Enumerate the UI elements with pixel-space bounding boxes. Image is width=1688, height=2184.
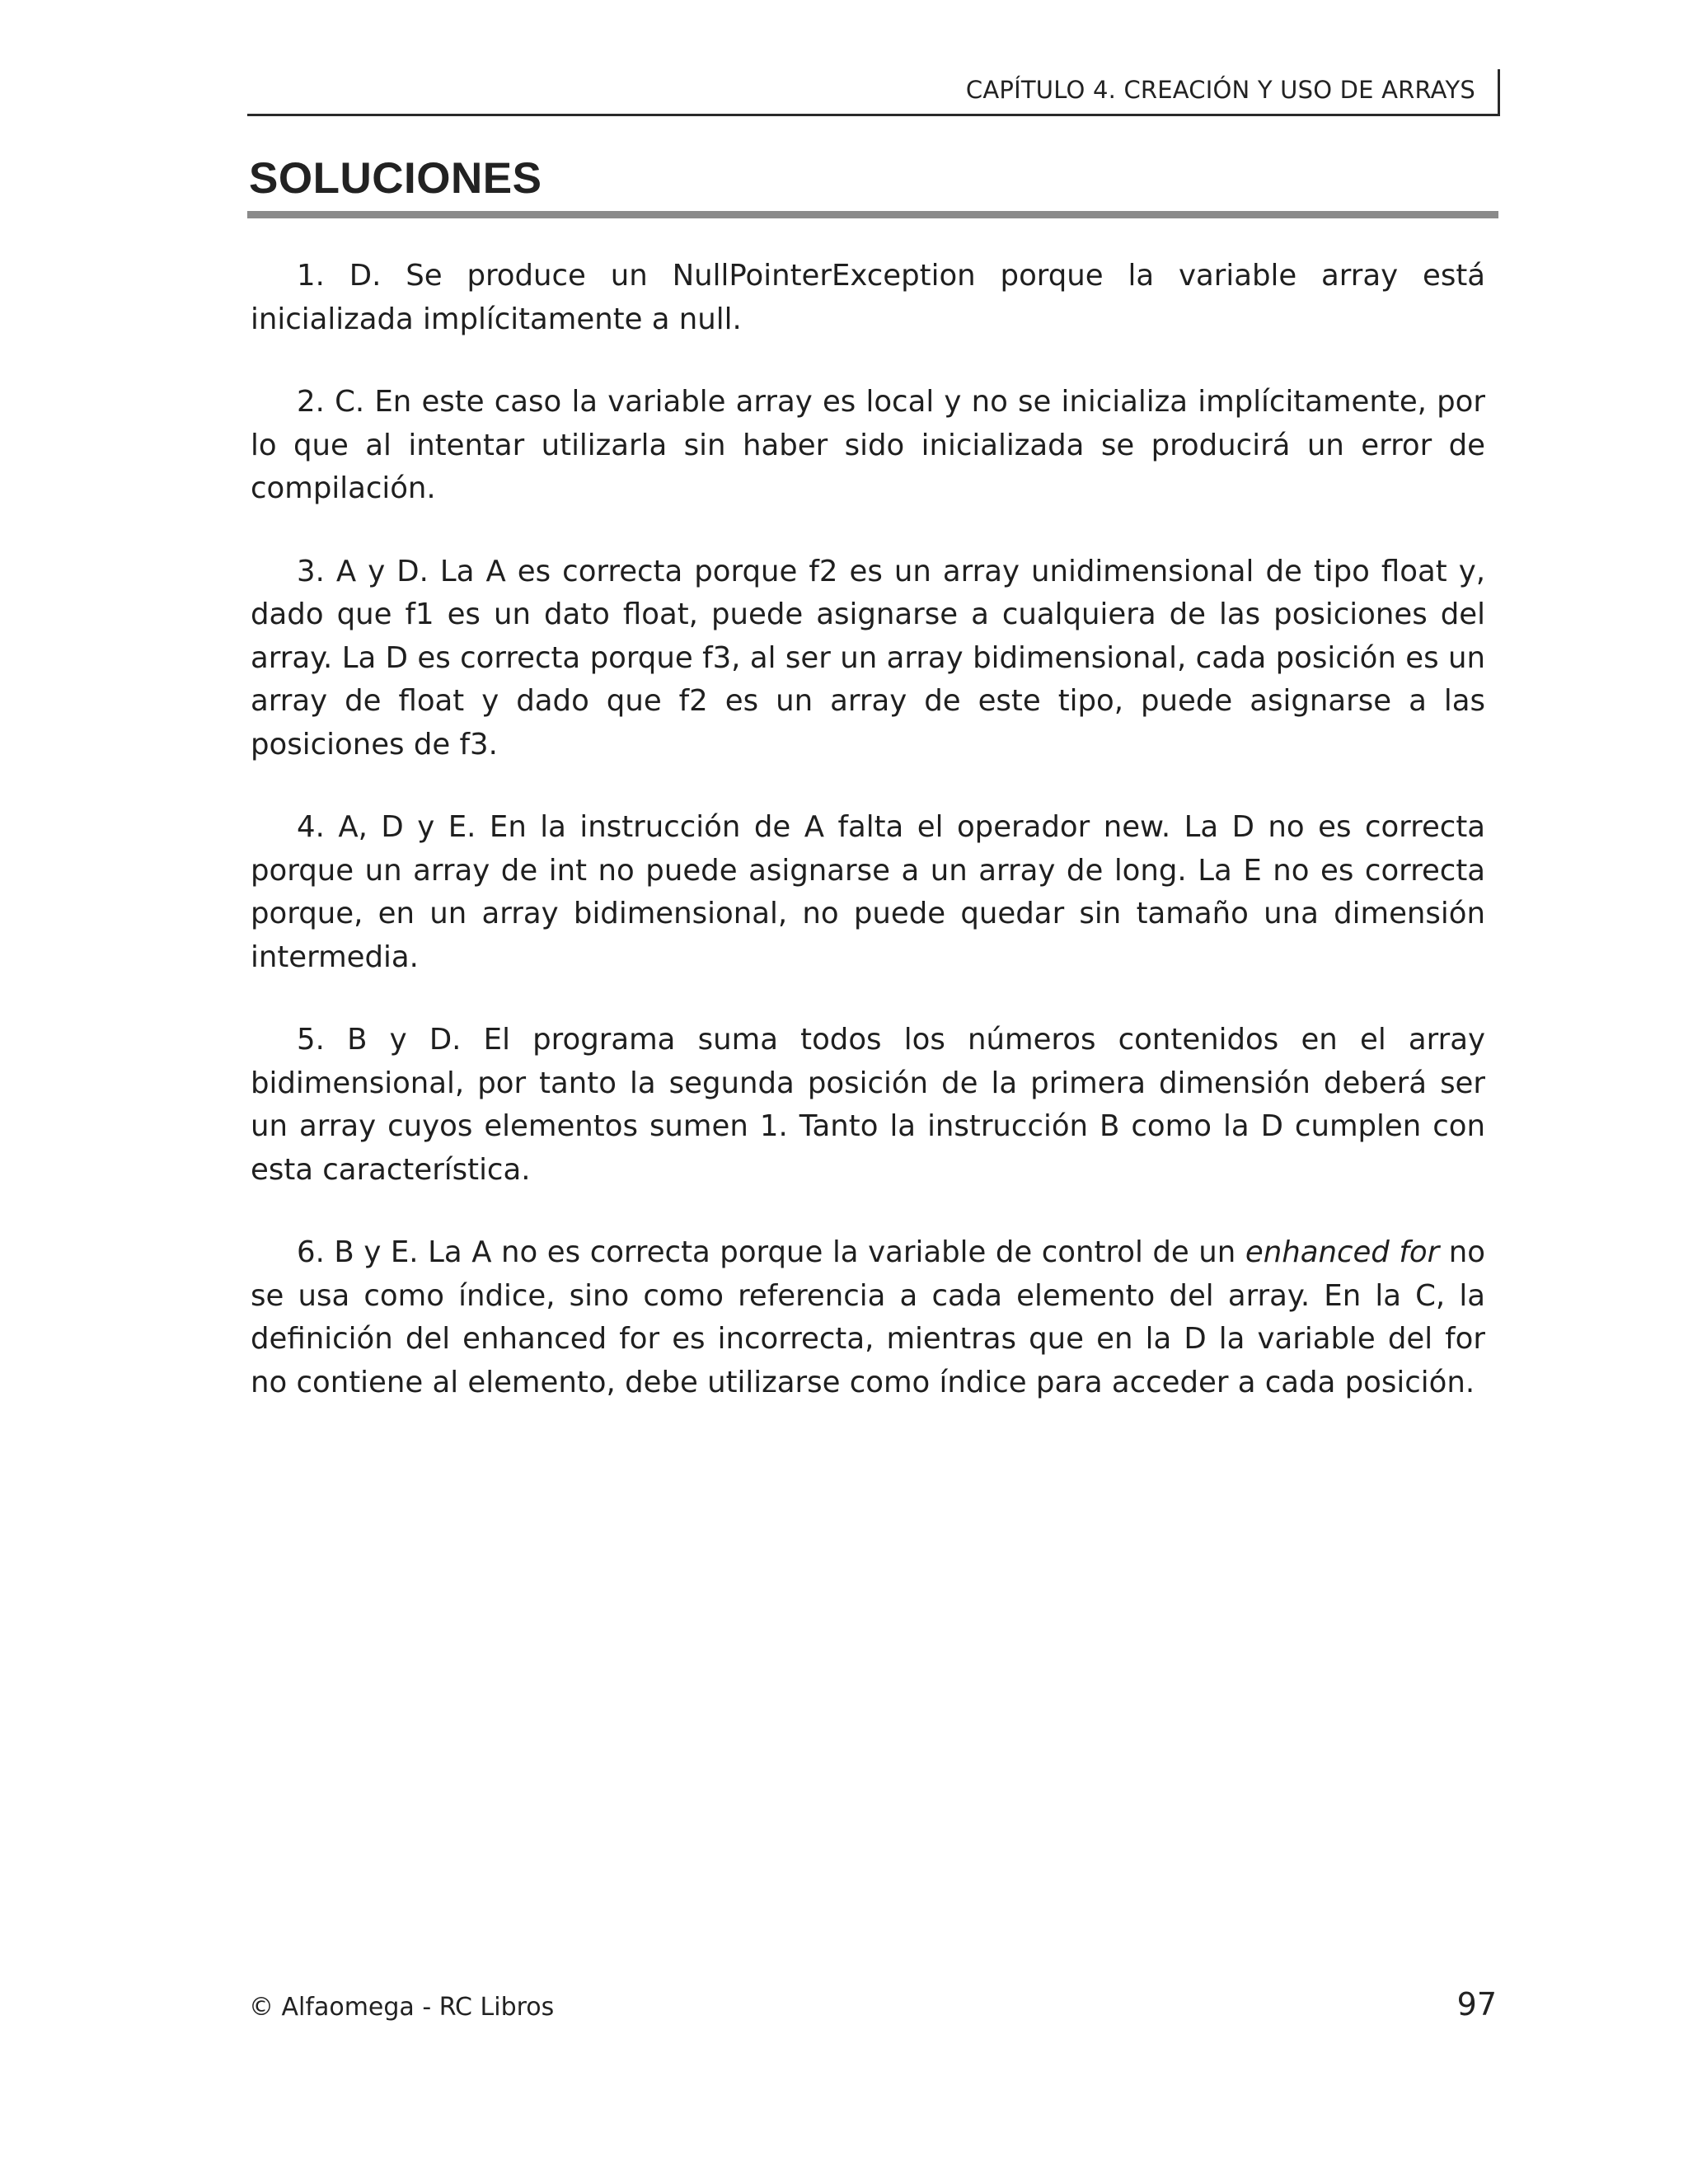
- answer-6-emphasis: enhanced for: [1245, 1235, 1440, 1269]
- section-title-rule: [247, 211, 1498, 218]
- answer-5: 5. B y D. El programa suma todos los números contenidos en el array bidimensional, por tanto la segunda posición de la primera dimensión deberá ser un array cuyos elementos sumen 1. Tanto la instrucción B como la D cumplen con esta característica.: [251, 1023, 1485, 1187]
- answers-list: [251, 255, 1485, 1444]
- answer-2: 2. C. En este caso la variable array es local y no se inicializa implícitamente, por lo que al intentar utilizarla sin haber sido inicializada se producirá un error de compilación.: [251, 385, 1485, 505]
- answer-1: 1. D. Se produce un NullPointerException porque la variable array está inicializada implícitamente a null.: [251, 259, 1485, 336]
- answer-6: [251, 1231, 1485, 1404]
- answer-4: 4. A, D y E. En la instrucción de A falta el operador new. La D no es correcta porque un array de int no puede asignarse a un array de long. La E no es correcta porque, en un array bidimensional, no puede quedar sin tamaño una dimensión intermedia.: [251, 810, 1485, 974]
- publisher-credit: © Alfaomega - RC Libros: [249, 1993, 555, 2022]
- page-number: 97: [1456, 1986, 1497, 2022]
- answer-3: 3. A y D. La A es correcta porque f2 es un array unidimensional de tipo float y, dado que f1 es un dato float, puede asignarse a cualquiera de las posiciones del array. La D es correcta porque f3, al ser un array bidimensional, cada posición es un array de float y dado que f2 es un array de este tipo, puede asignarse a las posiciones de f3.: [251, 554, 1485, 762]
- chapter-title: CAPÍTULO 4. CREACIÓN Y USO DE ARRAYS: [965, 76, 1475, 104]
- answer-6-text-end: no se usa como índice, sino como referencia a cada elemento del array. En la C, la definición del enhanced for es incorrecta, mientras que en la D la variable del for no contiene al elemento, debe utilizarse como índice para acceder a cada posición.: [251, 1235, 1485, 1399]
- answer-6-text-start: 6. B y E. La A no es correcta porque la variable de control de un: [297, 1235, 1245, 1269]
- running-header: [247, 69, 1500, 116]
- header-vertical-rule: [1498, 69, 1500, 115]
- section-title: SOLUCIONES: [249, 154, 542, 203]
